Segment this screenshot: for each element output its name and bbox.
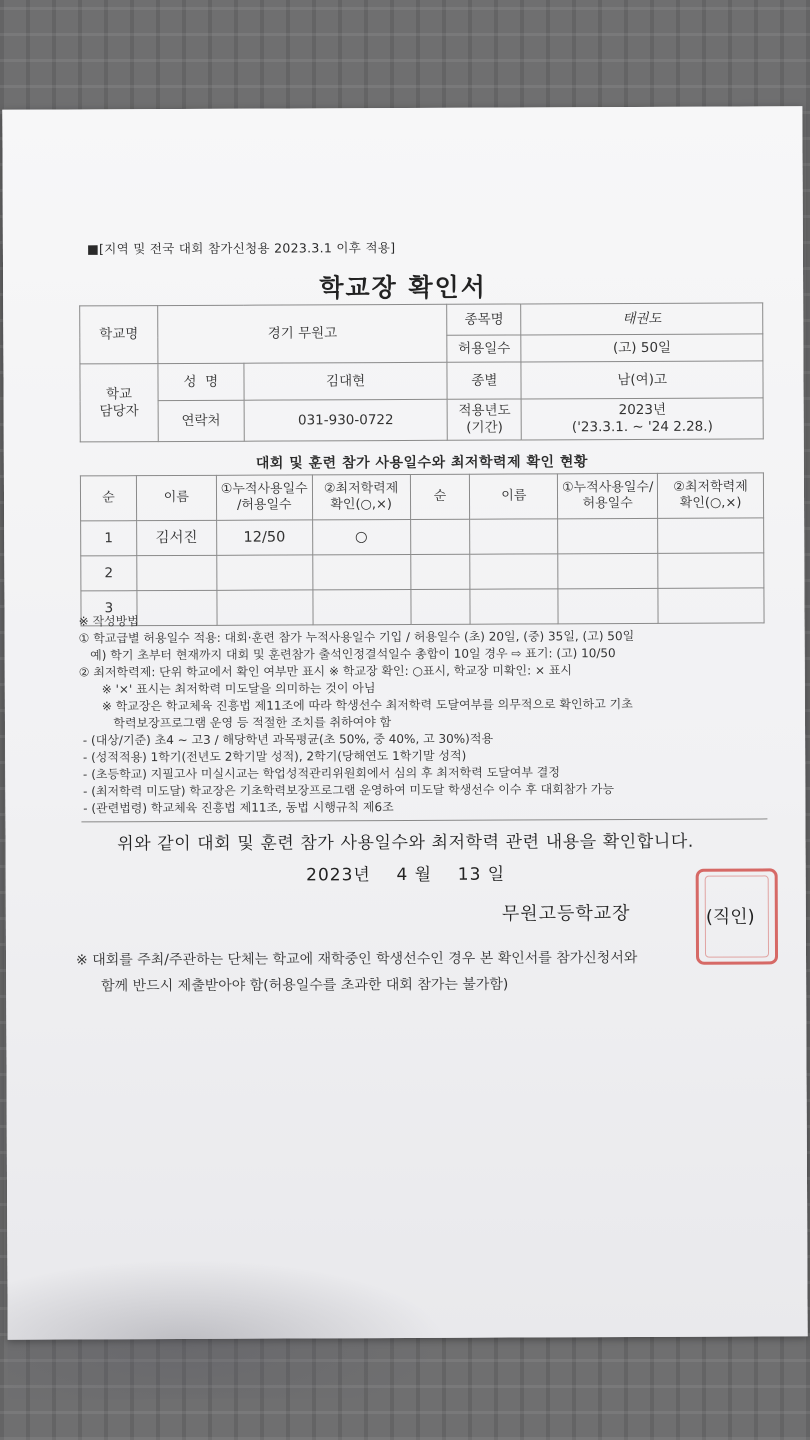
year-label: 적용년도 (기간) [448, 399, 522, 440]
date-day: 13 일 [457, 864, 506, 885]
footer-note-line-1: ※ 대회를 주최/주관하는 단체는 학교에 재학중인 학생선수인 경우 본 확인서를 참가신청서와 [75, 949, 638, 969]
row-check-2 [658, 553, 764, 588]
manager-label: 학교 담당자 [80, 364, 158, 442]
note-line: ※ 작성방법 [78, 614, 139, 629]
row-check-2 [658, 518, 764, 553]
row-name-2 [470, 554, 558, 589]
date-year: 2023년 [306, 865, 371, 886]
status-title: 대회 및 훈련 참가 사용일수와 최저학력제 확인 현황 [255, 454, 588, 472]
row-check [312, 554, 410, 589]
header-check-2: ②최저학력제 확인(○,×) [658, 473, 764, 518]
shadow-overlay [7, 1258, 448, 1400]
note-line: ① 학교급별 허용일수 적용: 대회·훈련 참가 누적사용일수 기입 / 허용일수 (초) 20일, (중) 35일, (고) 50일 [78, 628, 635, 646]
header-no: 순 [80, 476, 136, 521]
row-no: 1 [81, 521, 137, 556]
note-line: ② 최저학력제: 단위 학교에서 확인 여부만 표시 ※ 학교장 확인: ○표시, 학교장 미확인: × 표시 [78, 663, 573, 680]
header-name-2: 이름 [470, 474, 558, 519]
year-value: 2023년 ('23.3.1. ~ '24 2.28.) [521, 398, 763, 440]
header-note: ■[지역 및 전국 대회 참가신청용 2023.3.1 이후 적용] [86, 240, 396, 257]
principal-name: 무원고등학교장 [501, 903, 631, 925]
seal-label: (직인) [705, 906, 755, 928]
gender-label: 종별 [447, 362, 521, 399]
name-value: 김대현 [244, 362, 448, 400]
header-no-2: 순 [410, 474, 470, 519]
note-line: - (관련법령) 학교체육 진흥법 제11조, 동법 시행규칙 제6조 [79, 800, 394, 816]
row-days [217, 555, 313, 590]
gender-value: 남(여)고 [521, 361, 763, 399]
table-row [81, 518, 764, 556]
row-check: ○ [312, 519, 410, 554]
note-line: 학력보장프로그램 운영 등 적절한 조치를 취하여야 함 [78, 715, 392, 731]
row-no: 2 [81, 556, 137, 591]
status-header-row [80, 473, 763, 521]
note-line: ※ '×' 표시는 최저학력 미도달을 의미하는 것이 아님 [78, 681, 376, 697]
name-label: 성 명 [158, 363, 244, 400]
note-line: ※ 학교장은 학교체육 진흥법 제11조에 따라 학생선수 최저학력 도달여부를 의무적으로 확인하고 기초 [78, 697, 633, 714]
contact-label: 연락처 [158, 400, 244, 441]
row-no: 3 [81, 591, 137, 626]
document-title: 학교장 확인서 [319, 272, 487, 303]
header-check: ②최저학력제 확인(○,×) [312, 474, 410, 519]
footer-note-line-2: 함께 반드시 제출받아야 함(허용일수를 초과한 대회 참가는 불가함) [101, 976, 509, 995]
header-days-2: ①누적사용일수/ 허용일수 [558, 473, 658, 518]
allowed-days-value: (고) 50일 [521, 334, 763, 362]
sport-value: 태권도 [521, 303, 763, 335]
table-row [81, 553, 764, 591]
document-paper [2, 106, 807, 1339]
school-label: 학교명 [80, 306, 158, 364]
row-name [137, 555, 217, 590]
contact-value: 031-930-0722 [244, 399, 448, 441]
writing-instructions [79, 610, 780, 817]
note-line: 예) 학기 초부터 현재까지 대회 및 훈련참가 출석인정결석일수 총합이 10일 경우 ⇨ 표기: (고) 10/50 [78, 646, 616, 663]
sport-label: 종목명 [447, 304, 521, 335]
note-line: - (성적적용) 1학기(전년도 2학기말 성적), 2학기(당해연도 1학기말 성적) [79, 748, 467, 765]
row-days-2 [558, 553, 658, 588]
row-no-2 [410, 519, 470, 554]
issue-date [6, 858, 806, 886]
confirm-text: 위와 같이 대회 및 훈련 참가 사용일수와 최저학력 관련 내용을 확인합니다. [117, 831, 694, 855]
header-name: 이름 [136, 475, 216, 520]
row-days-2 [558, 518, 658, 553]
row-days: 12/50 [216, 520, 312, 555]
status-table [80, 472, 765, 626]
header-days: ①누적사용일수 /허용일수 [216, 475, 312, 520]
date-month: 4 월 [396, 864, 433, 886]
divider [81, 818, 767, 822]
row-no-2 [410, 554, 470, 589]
school-value: 경기 무원고 [158, 304, 448, 363]
row-name: 김서진 [137, 520, 217, 555]
note-line: - (대상/기준) 초4 ~ 고3 / 해당학년 과목평균(초 50%, 중 40%, 고 30%)적용 [79, 731, 494, 748]
allowed-days-label: 허용일수 [447, 335, 521, 362]
info-table [79, 302, 764, 442]
row-name-2 [470, 519, 558, 554]
note-line: - (초등학교) 지필고사 미실시교는 학업성적관리위원회에서 심의 후 최저학력 도달여부 결정 [79, 765, 560, 782]
note-line: - (최저학력 미도달) 학교장은 기초학력보장프로그램 운영하여 미도달 학생선수 이수 후 대회참가 가능 [79, 782, 615, 799]
